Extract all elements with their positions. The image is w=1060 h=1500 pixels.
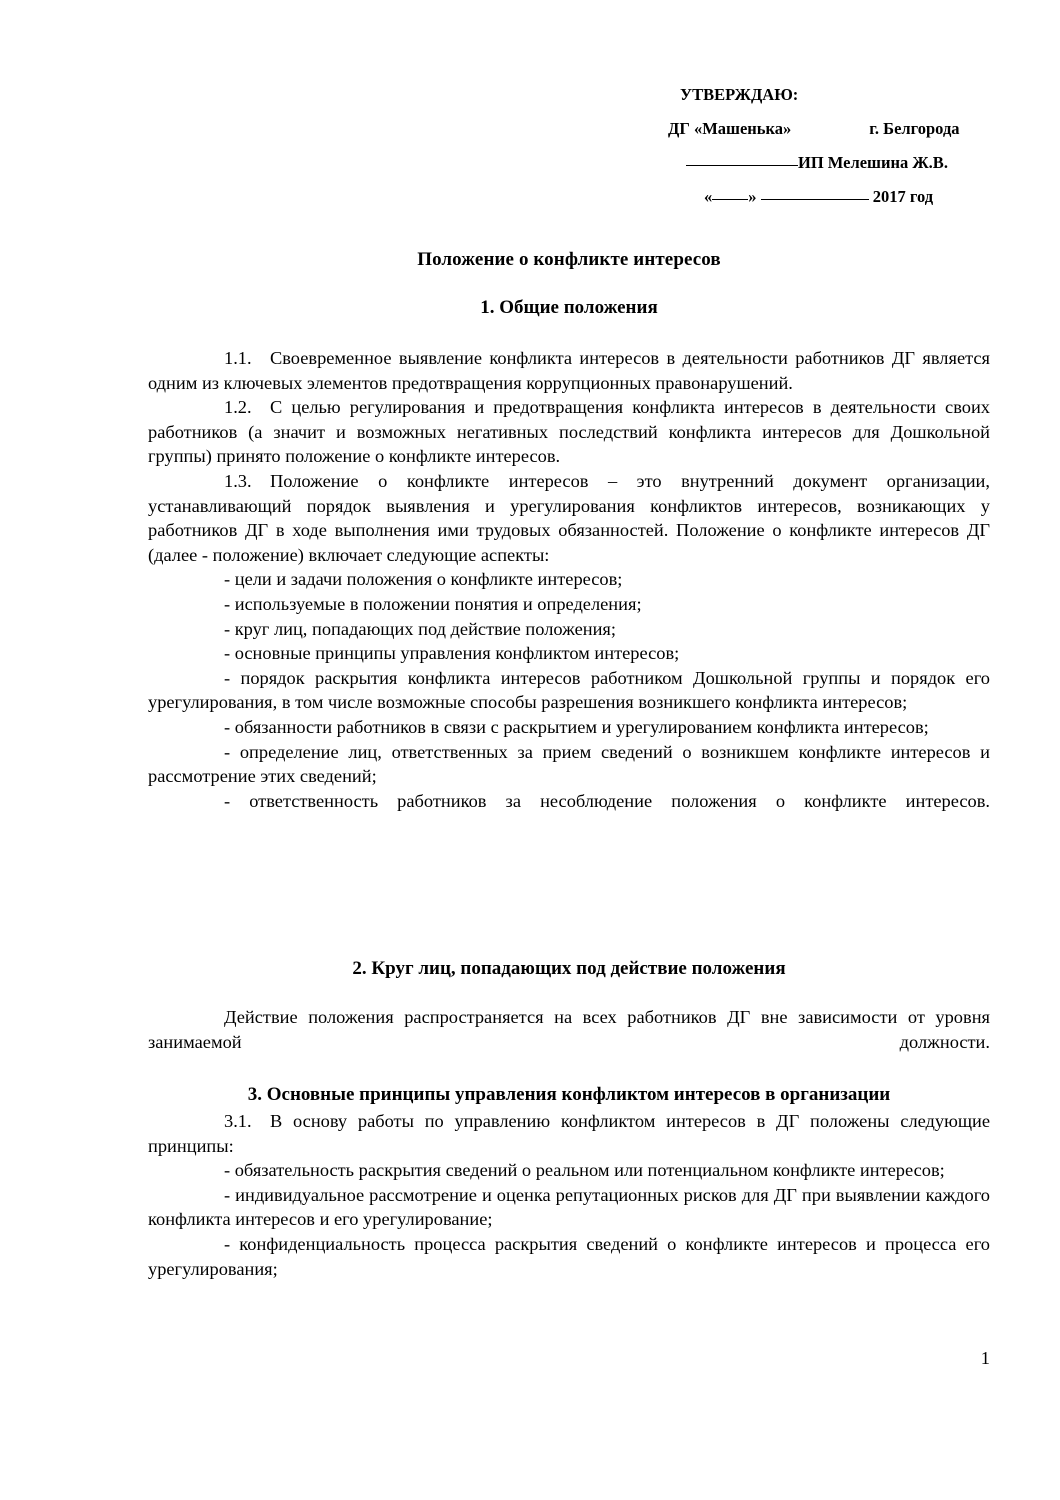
list-item: - основные принципы управления конфликтом интересов; [224, 643, 680, 664]
signature-line [686, 165, 798, 166]
list-item: - цели и задачи положения о конфликте интересов; [224, 569, 623, 590]
list-item: - используемые в положении понятия и определения; [224, 593, 642, 614]
date-day-line [712, 199, 748, 200]
approval-heading: УТВЕРЖДАЮ: [680, 85, 799, 104]
approval-date-row [668, 180, 998, 214]
paragraph-1-2: 1.2. С целью регулирования и предотвращения конфликта интересов в деятельности своих работников (а значит и возможных негативных последствий конфликта интересов для Дошкольной группы) принято положение о конфликте интересов. [148, 397, 990, 467]
approval-org-row [668, 112, 998, 146]
section-heading-3: 3. Основные принципы управления конфликтом интересов в организации [247, 1084, 891, 1105]
approval-signatory: ИП Мелешина Ж.В. [798, 153, 948, 172]
approval-block [668, 78, 998, 214]
date-month-line [761, 199, 869, 200]
paragraph-3-1: 3.1. В основу работы по управлению конфликтом интересов в ДГ положены следующие принципы: [148, 1111, 990, 1156]
approval-organization: ДГ «Машенька» [668, 119, 792, 138]
date-quote-close: » [748, 187, 757, 206]
list-item: - обязанности работников в связи с раскрытием и урегулированием конфликта интересов; [224, 716, 929, 737]
paragraph-1-1: 1.1. Своевременное выявление конфликта интересов в деятельности работников ДГ является одним из ключевых элементов предотвращения коррупционных правонарушений. [148, 348, 990, 393]
section-heading-1: 1. Общие положения [480, 297, 658, 318]
list-item: - обязательность раскрытия сведений о реальном или потенциальном конфликте интересов; [224, 1160, 945, 1181]
approval-signature-row [668, 146, 998, 180]
paragraph-1-3: 1.3. Положение о конфликте интересов – это внутренний документ организации, устанавливающий порядок выявления и урегулирования конфликтов интересов, возникающих у работников ДГ в ходе выполнения ими трудовых обязанностей. Положение о конфликте интересов ДГ (далее - положение) включает следующие аспекты: [148, 470, 990, 565]
approval-spacer [791, 112, 869, 146]
paragraph-2-1: Действие положения распространяется на всех работников ДГ вне зависимости от уровня занимаемой должности. [148, 1007, 990, 1052]
date-quote-open: « [704, 187, 713, 206]
section-2-body [148, 1005, 990, 1079]
list-item: - ответственность работников за несоблюдение положения о конфликте интересов. [224, 790, 990, 811]
page-title: Положение о конфликте интересов [417, 249, 721, 270]
list-item: - индивидуальное рассмотрение и оценка репутационных рисков для ДГ при выявлении каждого конфликта интересов и его урегулирование; [148, 1184, 990, 1230]
list-item: - круг лиц, попадающих под действие положения; [224, 618, 616, 639]
approval-city: г. Белгорода [869, 119, 960, 138]
approval-year: 2017 год [872, 187, 934, 206]
list-item: - конфиденциальность процесса раскрытия сведений о конфликте интересов и процесса его урегулирования; [148, 1233, 990, 1279]
list-item: - порядок раскрытия конфликта интересов работником Дошкольной группы и порядок его урегулирования, в том числе возможные способы разрешения возникшего конфликта интересов; [148, 667, 990, 713]
section-heading-2: 2. Круг лиц, попадающих под действие положения [352, 958, 786, 979]
section-3-body [148, 1109, 990, 1306]
page-number: 1 [980, 1348, 990, 1368]
section-1-body [148, 346, 990, 838]
list-item: - определение лиц, ответственных за прием сведений о возникшем конфликте интересов и рассмотрение этих сведений; [148, 741, 990, 787]
